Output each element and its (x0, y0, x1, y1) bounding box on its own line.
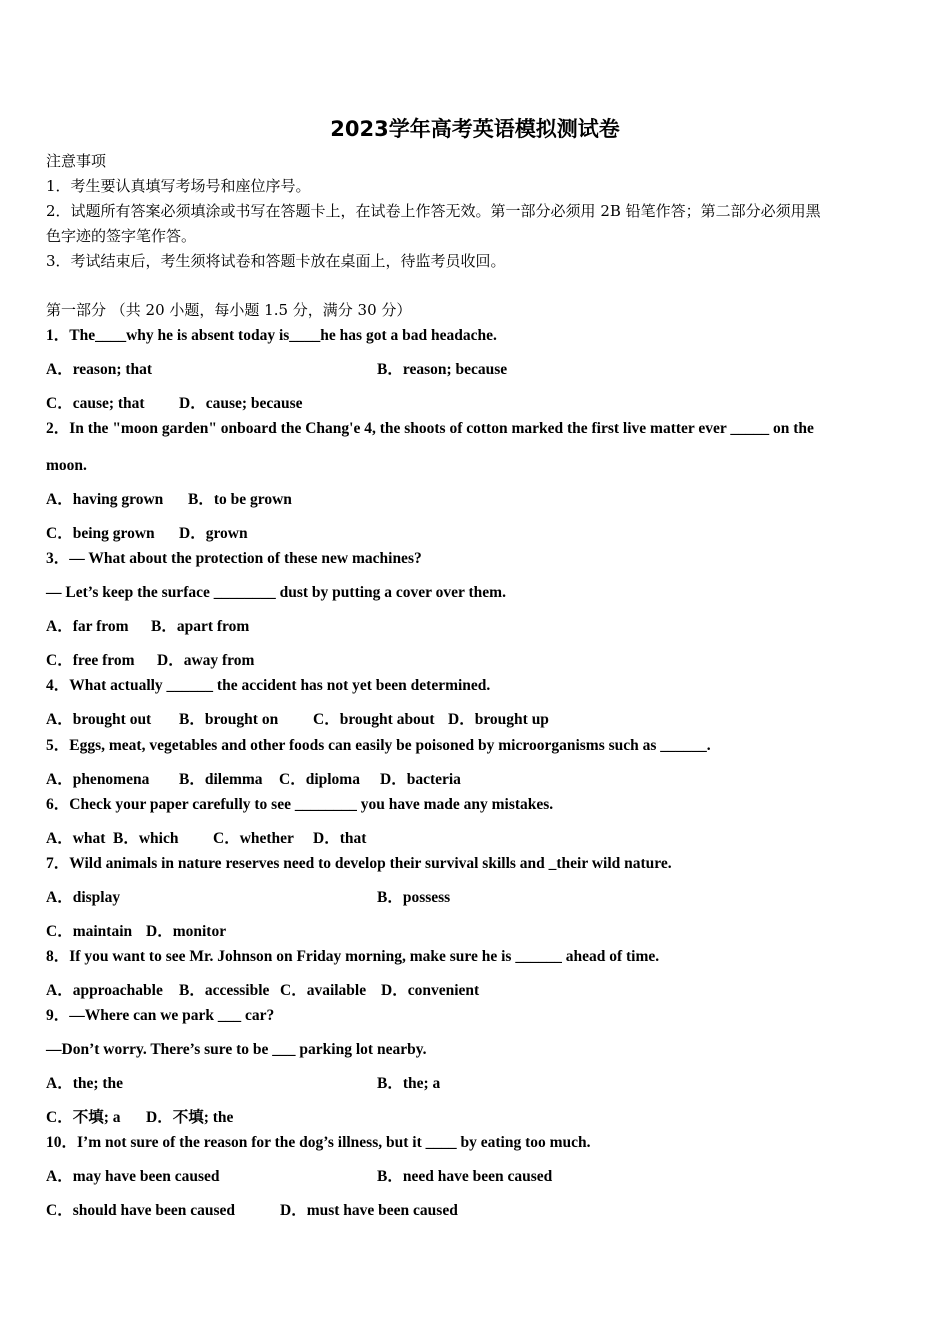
option-d[interactable]: D．cause; because (179, 395, 303, 412)
question-stem: 1．The____why he is absent today is____he has got a bad headache. (46, 327, 497, 344)
option-c[interactable]: C．free from (46, 652, 135, 669)
page-title: 2023学年高考英语模拟测试卷 (330, 117, 620, 141)
notes-item: 1．考生要认真填写考场号和座位序号。 (46, 177, 311, 195)
question-stem: 10．I’m not sure of the reason for the dog’s illness, but it ____ by eating too much. (46, 1134, 591, 1151)
option-b[interactable]: B．the; a (377, 1075, 441, 1092)
question-stem: 8．If you want to see Mr. Johnson on Friday morning, make sure he is ______ ahead of time. (46, 948, 660, 965)
option-c[interactable]: C．should have been caused (46, 1202, 236, 1219)
option-d[interactable]: D．convenient (381, 982, 480, 999)
option-b[interactable]: B．brought on (179, 711, 279, 728)
question-stem: 9．—Where can we park ___ car? (46, 1007, 275, 1024)
option-b[interactable]: B．which (113, 830, 179, 847)
question-stem: 6．Check your paper carefully to see ________ you have made any mistakes. (46, 796, 554, 813)
option-a[interactable]: A．the; the (46, 1075, 124, 1092)
option-a[interactable]: A．approachable (46, 982, 163, 999)
notes-item: 2．试题所有答案必须填涂或书写在答题卡上，在试卷上作答无效。第一部分必须用 2B 铅笔作答；第二部分必须用黑 (46, 202, 821, 220)
notes-heading: 注意事项 (46, 152, 107, 170)
notes-item: 色字迹的签字笔作答。 (46, 227, 197, 245)
part1-heading: 第一部分 （共 20 小题，每小题 1.5 分，满分 30 分） (46, 301, 412, 319)
option-a[interactable]: A．having grown (46, 491, 164, 508)
option-d[interactable]: D．grown (179, 525, 248, 542)
option-a[interactable]: A．what (46, 830, 106, 847)
option-c[interactable]: C．whether (213, 830, 294, 847)
question-stem-cont: — Let’s keep the surface ________ dust by putting a cover over them. (46, 584, 506, 601)
question-stem-cont: moon. (46, 457, 87, 474)
option-b[interactable]: B．possess (377, 889, 451, 906)
question-stem-cont: —Don’t worry. There’s sure to be ___ parking lot nearby. (46, 1041, 427, 1058)
option-b[interactable]: B．accessible (179, 982, 270, 999)
option-a[interactable]: A．display (46, 889, 121, 906)
option-c[interactable]: C．being grown (46, 525, 155, 542)
option-a[interactable]: A．phenomena (46, 771, 150, 788)
option-b[interactable]: B．reason; because (377, 361, 508, 378)
option-d[interactable]: D．bacteria (380, 771, 461, 788)
notes-item: 3．考试结束后，考生须将试卷和答题卡放在桌面上，待监考员收回。 (46, 252, 506, 270)
option-a[interactable]: A．reason; that (46, 361, 153, 378)
question-stem: 4．What actually ______ the accident has not yet been determined. (46, 677, 491, 694)
option-c[interactable]: C．cause; that (46, 395, 145, 412)
option-b[interactable]: B．to be grown (188, 491, 292, 508)
question-stem: 2．In the "moon garden" onboard the Chang'e 4, the shoots of cotton marked the first live matter ever _____ on the (46, 420, 814, 437)
option-d[interactable]: D．away from (157, 652, 255, 669)
option-d[interactable]: D．must have been caused (280, 1202, 458, 1219)
option-c[interactable]: C．maintain (46, 923, 133, 940)
option-d[interactable]: D．that (313, 830, 367, 847)
option-d[interactable]: D．monitor (146, 923, 227, 940)
option-c[interactable]: C．brought about (313, 711, 435, 728)
question-stem: 5．Eggs, meat, vegetables and other foods can easily be poisoned by microorganisms such as ______. (46, 737, 711, 754)
option-b[interactable]: B．need have been caused (377, 1168, 553, 1185)
option-c[interactable]: C．diploma (279, 771, 360, 788)
option-c[interactable]: C．available (280, 982, 367, 999)
option-d[interactable]: D．brought up (448, 711, 549, 728)
option-b[interactable]: B．dilemma (179, 771, 263, 788)
option-c[interactable]: C．不填; a (46, 1109, 121, 1126)
option-a[interactable]: A．brought out (46, 711, 152, 728)
option-a[interactable]: A．may have been caused (46, 1168, 220, 1185)
question-stem: 7．Wild animals in nature reserves need to develop their survival skills and _their wild nature. (46, 855, 672, 872)
option-d[interactable]: D．不填; the (146, 1109, 234, 1126)
option-b[interactable]: B．apart from (151, 618, 250, 635)
option-a[interactable]: A．far from (46, 618, 129, 635)
question-stem: 3．— What about the protection of these new machines? (46, 550, 422, 567)
